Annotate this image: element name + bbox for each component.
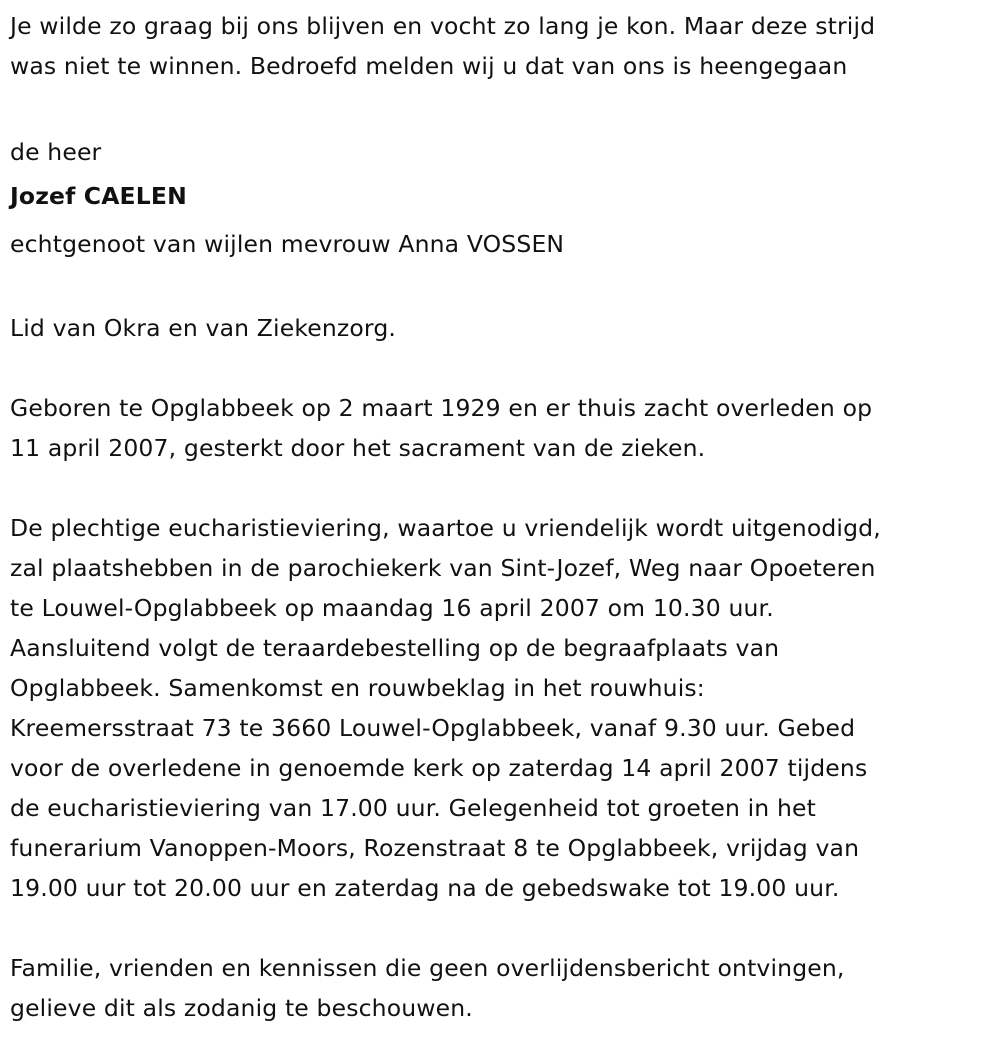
birth-death-paragraph <box>10 388 995 468</box>
obituary-notice <box>10 6 995 1028</box>
text-line: 19.00 uur tot 20.00 uur en zaterdag na de gebedswake tot 19.00 uur. <box>10 874 840 902</box>
text-line: voor de overledene in genoemde kerk op zaterdag 14 april 2007 tijdens <box>10 754 868 782</box>
text-line: te Louwel-Opglabbeek op maandag 16 april 2007 om 10.30 uur. <box>10 594 774 622</box>
spacer <box>10 468 995 508</box>
text-line: Familie, vrienden en kennissen die geen overlijdensbericht ontvingen, <box>10 954 845 982</box>
spacer <box>10 348 995 388</box>
closing-paragraph <box>10 948 995 1028</box>
intro-paragraph <box>10 6 995 86</box>
text-line: Kreemersstraat 73 te 3660 Louwel-Opglabbeek, vanaf 9.30 uur. Gebed <box>10 714 856 742</box>
text-line: gelieve dit als zodanig te beschouwen. <box>10 994 473 1022</box>
text-line: de eucharistieviering van 17.00 uur. Gelegenheid tot groeten in het <box>10 794 816 822</box>
text-line: zal plaatshebben in de parochiekerk van Sint-Jozef, Weg naar Opoeteren <box>10 554 876 582</box>
spacer <box>10 86 995 132</box>
text-line: Opglabbeek. Samenkomst en rouwbeklag in het rouwhuis: <box>10 674 705 702</box>
deceased-name: Jozef CAELEN <box>10 182 187 210</box>
membership-line: Lid van Okra en van Ziekenzorg. <box>10 314 397 342</box>
text-line: Je wilde zo graag bij ons blijven en vocht zo lang je kon. Maar deze strijd <box>10 12 876 40</box>
spacer <box>10 908 995 948</box>
text-line: funerarium Vanoppen-Moors, Rozenstraat 8 te Opglabbeek, vrijdag van <box>10 834 860 862</box>
text-line: Aansluitend volgt de teraardebestelling op de begraafplaats van <box>10 634 780 662</box>
spouse-line: echtgenoot van wijlen mevrouw Anna VOSSEN <box>10 230 565 258</box>
text-line: De plechtige eucharistieviering, waartoe u vriendelijk wordt uitgenodigd, <box>10 514 881 542</box>
text-line: was niet te winnen. Bedroefd melden wij u dat van ons is heengegaan <box>10 52 848 80</box>
ceremony-paragraph <box>10 508 995 908</box>
text-line: Geboren te Opglabbeek op 2 maart 1929 en er thuis zacht overleden op <box>10 394 873 422</box>
text-line: 11 april 2007, gesterkt door het sacrament van de zieken. <box>10 434 706 462</box>
honorific: de heer <box>10 138 102 166</box>
spacer <box>10 268 995 308</box>
